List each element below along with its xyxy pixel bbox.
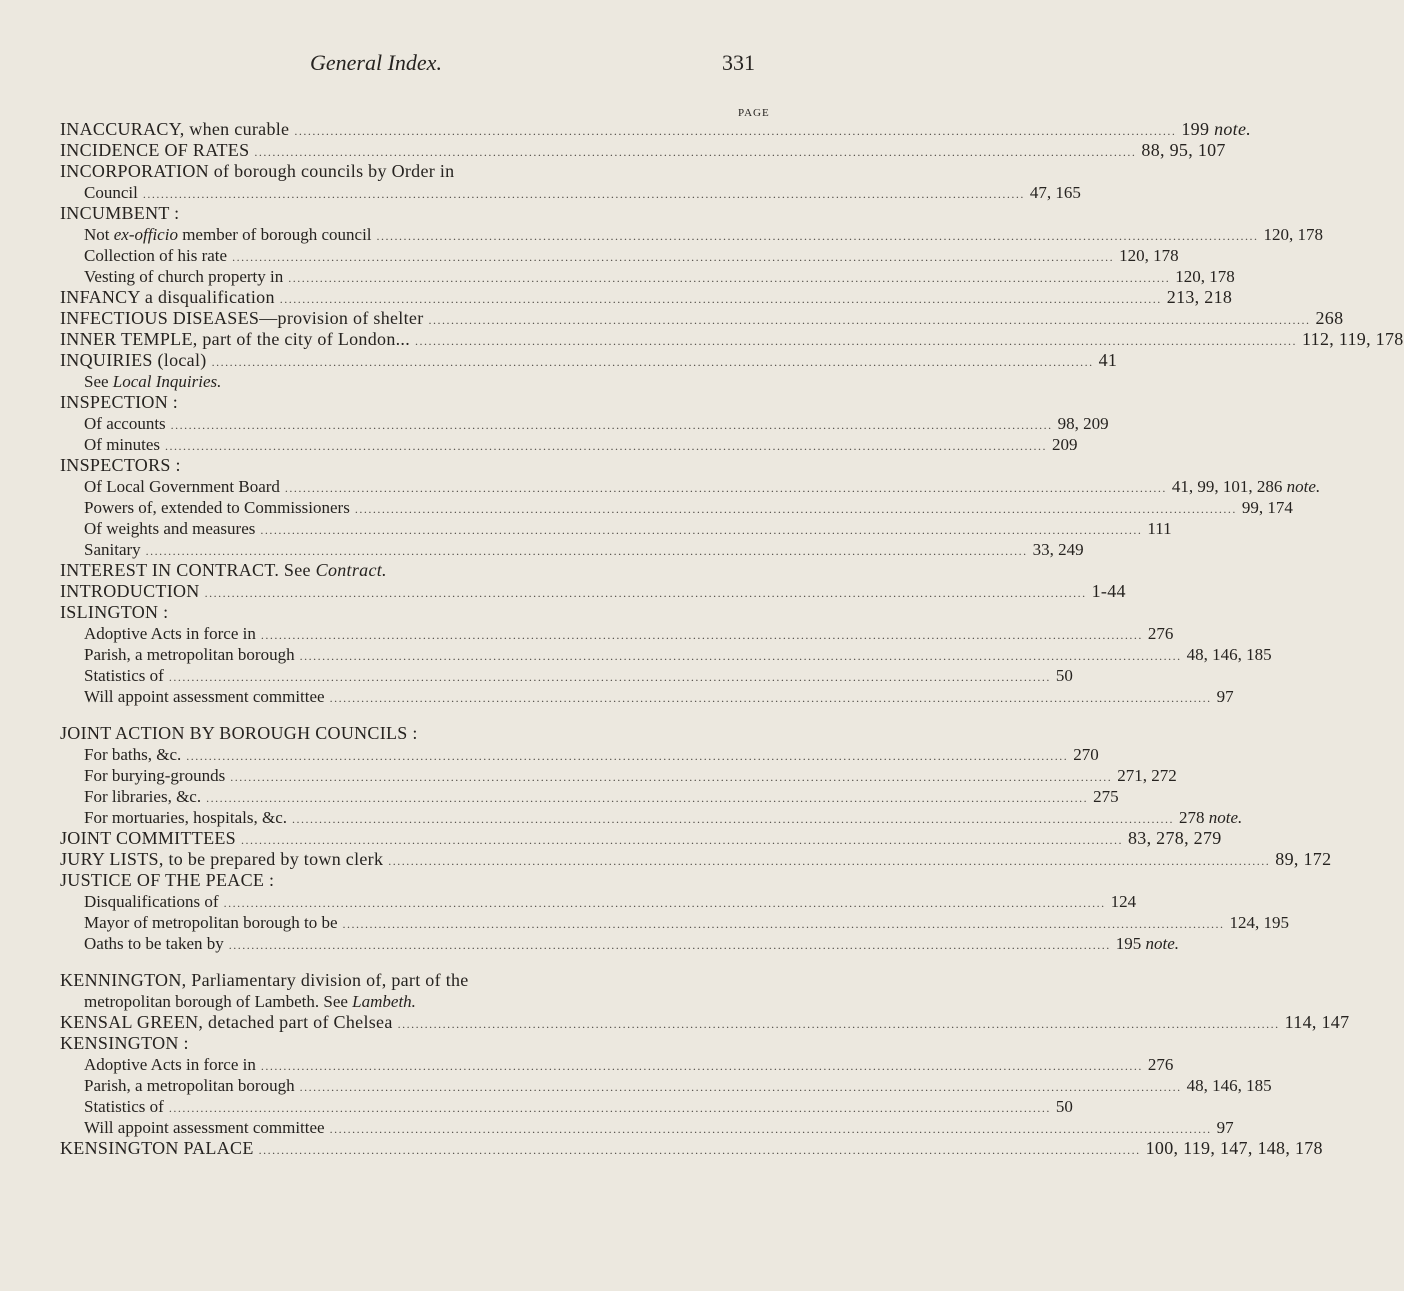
index-entry: INCORPORATION of borough councils by Order in [60, 161, 455, 181]
index-heading: KENSINGTON : [60, 1033, 189, 1053]
index-subentry: Of accounts ..... 98, 209 [60, 413, 765, 434]
index-subentry: Will appoint assessment committee ..... 97 [60, 1117, 765, 1138]
index-heading: JOINT ACTION BY BOROUGH COUNCILS : [60, 723, 418, 743]
index-subentry: Sanitary ..... 33, 249 [60, 539, 765, 560]
index-subentry: Disqualifications of ..... 124 [60, 891, 765, 912]
index-heading: JUSTICE OF THE PEACE : [60, 870, 275, 890]
index-entry: INNER TEMPLE, part of the city of London... ..... 112, 119, 178 [60, 329, 765, 350]
index-subentry: Parish, a metropolitan borough ..... 48, 146, 185 [60, 1075, 765, 1096]
index-entry: KENSINGTON PALACE ..... 100, 119, 147, 148, 178 [60, 1138, 765, 1159]
index-subentry: Powers of, extended to Commissioners ..... 99, 174 [60, 497, 765, 518]
index-heading: INSPECTION : [60, 392, 179, 412]
index-subentry: Oaths to be taken by ..... 195 note. [60, 933, 765, 954]
index-subentry: For burying-grounds ..... 271, 272 [60, 765, 765, 786]
index-subentry: Mayor of metropolitan borough to be ..... 124, 195 [60, 912, 765, 933]
index-entry: INTRODUCTION ..... 1-44 [60, 581, 765, 602]
index-subentry: Adoptive Acts in force in ..... 276 [60, 623, 765, 644]
index-subentry: For libraries, &c. ..... 275 [60, 786, 765, 807]
index-subentry: Vesting of church property in ..... 120, 178 [60, 266, 765, 287]
index-subentry: Of minutes ..... 209 [60, 434, 765, 455]
index-entry-continuation: metropolitan borough of Lambeth. See Lambeth. [84, 992, 416, 1011]
index-subentry: Of weights and measures ..... 111 [60, 518, 765, 539]
index-heading: INSPECTORS : [60, 455, 181, 475]
index-subentry: Statistics of ..... 50 [60, 1096, 765, 1117]
index-entry: INFANCY a disqualification ..... 213, 218 [60, 287, 765, 308]
index-entry: INQUIRIES (local) ..... 41 [60, 350, 765, 371]
running-title: General Index. [310, 50, 442, 75]
index-subentry: For baths, &c. ..... 270 [60, 744, 765, 765]
index-entry: JOINT COMMITTEES ..... 83, 278, 279 [60, 828, 765, 849]
index-subentry: For mortuaries, hospitals, &c. ..... 278 note. [60, 807, 765, 828]
index-subentry: Collection of his rate ..... 120, 178 [60, 245, 765, 266]
index-heading: INCUMBENT : [60, 203, 180, 223]
index-subentry: Of Local Government Board ..... 41, 99, 101, 286 note. [60, 476, 765, 497]
index-heading: ISLINGTON : [60, 602, 169, 622]
index-subentry: Will appoint assessment committee ..... 97 [60, 686, 765, 707]
index-entry: INACCURACY, when curable ..... 199 note. [60, 119, 765, 140]
page-number: 331 [722, 50, 755, 75]
page-column-label: PAGE [738, 107, 770, 119]
index-entry: INTEREST IN CONTRACT. See Contract. [60, 560, 387, 580]
index-subentry: Statistics of ..... 50 [60, 665, 765, 686]
index-entry: KENSAL GREEN, detached part of Chelsea ..... 114, 147 [60, 1012, 765, 1033]
index-subentry: Adoptive Acts in force in ..... 276 [60, 1054, 765, 1075]
index-subentry: Not ex-officio member of borough council ..... 120, 178 [60, 224, 765, 245]
index-subentry: Parish, a metropolitan borough ..... 48, 146, 185 [60, 644, 765, 665]
index-cross-reference: See Local Inquiries. [84, 372, 222, 391]
index-entry: KENNINGTON, Parliamentary division of, part of the [60, 970, 469, 990]
index-entry: JURY LISTS, to be prepared by town clerk ..... 89, 172 [60, 849, 765, 870]
index-entry: INFECTIOUS DISEASES—provision of shelter ..... 268 [60, 308, 765, 329]
index-entries [60, 119, 1404, 1159]
index-entry: INCIDENCE OF RATES ..... 88, 95, 107 [60, 140, 765, 161]
index-entry-continuation: Council ..... 47, 165 [60, 182, 765, 203]
